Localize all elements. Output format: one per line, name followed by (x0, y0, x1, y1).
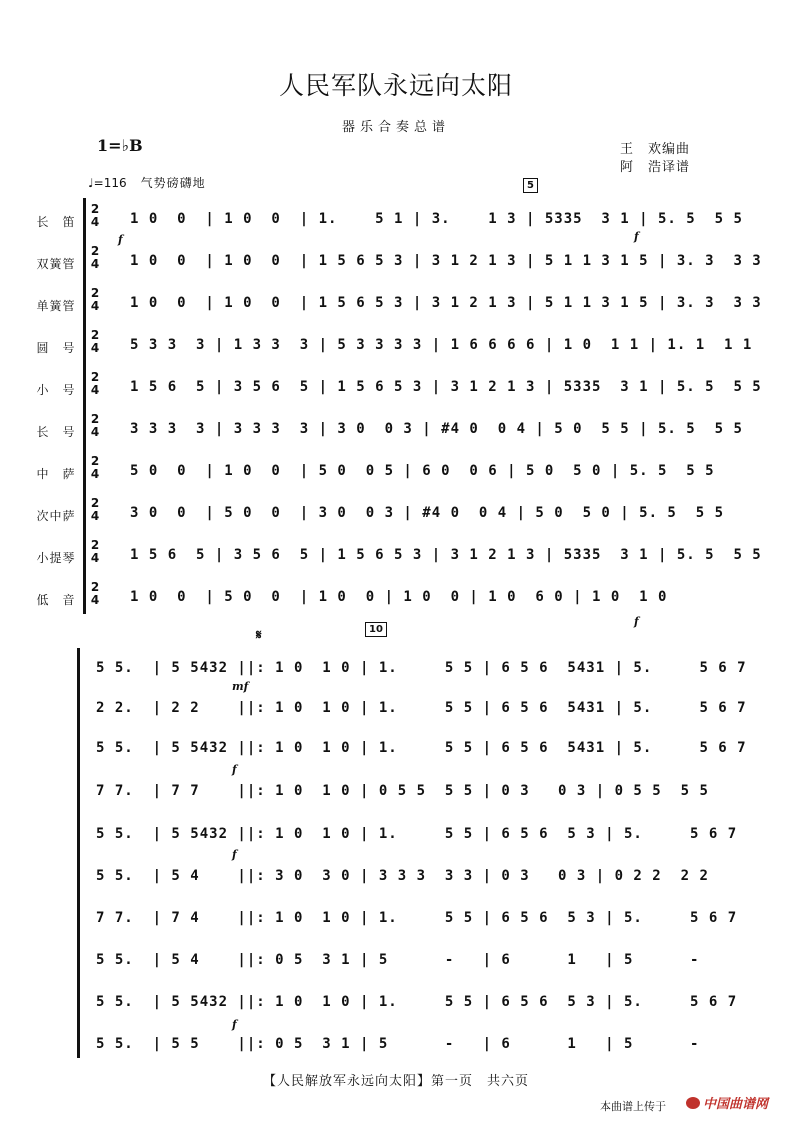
staff-row-clarinet (90, 286, 762, 317)
notation-line: 5 5. | 5 5432 ||: 1 0 1 0 | 1. 5 5 | 6 5 6 5431 | 5. 5 6 7 (96, 660, 747, 676)
staff-row-trombone-2 (90, 860, 710, 890)
staff-row-flute (90, 202, 743, 233)
instrument-label: 圆 号 (36, 341, 76, 355)
notation-line: 3 3 3 3 | 3 3 3 3 | 3 0 0 3 | #4 0 0 4 | 5 0 5 5 | 5. 5 5 5 (130, 421, 743, 437)
site-logo[interactable] (686, 1093, 768, 1112)
time-signature: 2 4 (90, 454, 100, 481)
instrument-label: 低 音 (36, 593, 76, 607)
notation-line: 1 0 0 | 1 0 0 | 1 5 6 5 3 | 3 1 2 1 3 | 5 1 1 3 1 5 | 3. 3 3 3 (130, 295, 762, 311)
logo-icon (686, 1097, 700, 1109)
notation-line: 3 0 0 | 5 0 0 | 3 0 0 3 | #4 0 0 4 | 5 0 5 0 | 5. 5 5 5 (130, 505, 725, 521)
staff-row-trumpet-2 (90, 818, 738, 848)
instrument-label: 长 笛 (36, 215, 76, 229)
notation-line: 5 5. | 5 5432 ||: 1 0 1 0 | 1. 5 5 | 6 5 6 5 3 | 5. 5 6 7 (96, 994, 738, 1010)
instrument-label: 小 号 (36, 383, 76, 397)
dynamic-marking: f (634, 230, 639, 243)
instrument-label: 小提琴 (36, 551, 76, 565)
staff-row-horn (90, 328, 753, 359)
staff-row-flute-2 (90, 652, 747, 682)
notation-line: 5 5. | 5 4 ||: 0 5 3 1 | 5 - | 6 1 | 5 - (96, 952, 700, 968)
dynamic-marking: f (232, 763, 237, 776)
staff-row-violin-2 (90, 986, 738, 1016)
instrument-label: 双簧管 (36, 257, 76, 271)
time-signature: 2 4 (90, 370, 100, 397)
notation-line: 7 7. | 7 4 ||: 1 0 1 0 | 1. 5 5 | 6 5 6 5 3 | 5. 5 6 7 (96, 910, 738, 926)
page-footer: 【人民解放军永远向太阳】第一页 共六页 (262, 1074, 529, 1089)
dynamic-marking: f (232, 848, 237, 861)
staff-row-alto-sax-2 (90, 902, 738, 932)
dynamic-marking: mf (232, 680, 249, 693)
staff-row-oboe (90, 244, 762, 275)
rehearsal-mark-10: 10 (365, 622, 387, 637)
staff-row-bass-2 (90, 1028, 710, 1058)
notation-line: 1 0 0 | 5 0 0 | 1 0 0 | 1 0 0 | 1 0 6 0 | 1 0 1 0 (130, 589, 668, 605)
notation-line: 5 0 0 | 1 0 0 | 5 0 0 5 | 6 0 0 6 | 5 0 5 0 | 5. 5 5 5 (130, 463, 715, 479)
instrument-label: 中 萨 (36, 467, 76, 481)
notation-line: 5 5. | 5 5432 ||: 1 0 1 0 | 1. 5 5 | 6 5 6 5 3 | 5. 5 6 7 (96, 826, 738, 842)
time-signature: 2 4 (90, 580, 100, 607)
notation-line: 2 2. | 2 2 ||: 1 0 1 0 | 1. 5 5 | 6 5 6 5431 | 5. 5 6 7 (96, 700, 747, 716)
system2-bracket (77, 648, 80, 1058)
rehearsal-mark-5: 5 (523, 178, 538, 193)
staff-row-horn-2 (90, 775, 710, 805)
time-signature: 2 4 (90, 328, 100, 355)
staff-row-violin (90, 538, 762, 569)
notation-line: 5 5. | 5 5 ||: 0 5 3 1 | 5 - | 6 1 | 5 - (96, 1036, 700, 1052)
notation-line: 5 5. | 5 4 ||: 3 0 3 0 | 3 3 3 3 3 | 0 3 0 3 | 0 2 2 2 2 (96, 868, 709, 884)
staff-row-oboe-2 (90, 692, 747, 722)
score-title: 人民军队永远向太阳 (278, 71, 513, 100)
time-signature: 2 4 (90, 244, 100, 271)
logo-text: 中国曲谱网 (703, 1097, 769, 1112)
staff-row-alto-sax (90, 454, 715, 485)
score-subtitle: 器乐合奏总谱 (341, 120, 450, 135)
arranger-credit: 王 欢编曲 (620, 142, 691, 157)
instrument-label: 长 号 (36, 425, 76, 439)
staff-row-tenor-sax (90, 496, 725, 527)
system1-bracket (83, 198, 86, 614)
notation-line: 7 7. | 7 7 ||: 1 0 1 0 | 0 5 5 5 5 | 0 3 0 3 | 0 5 5 5 5 (96, 783, 709, 799)
notation-line: 5 5. | 5 5432 ||: 1 0 1 0 | 1. 5 5 | 6 5 6 5431 | 5. 5 6 7 (96, 740, 747, 756)
notation-line: 1 0 0 | 1 0 0 | 1. 5 1 | 3. 1 3 | 5335 3 1 | 5. 5 5 5 (130, 211, 743, 227)
time-signature: 2 4 (90, 538, 100, 565)
notation-line: 1 5 6 5 | 3 5 6 5 | 1 5 6 5 3 | 3 1 2 1 3 | 5335 3 1 | 5. 5 5 5 (130, 379, 762, 395)
notation-line: 5 3 3 3 | 1 3 3 3 | 5 3 3 3 3 | 1 6 6 6 6 | 1 0 1 1 | 1. 1 1 1 (130, 337, 753, 353)
staff-row-trombone (90, 412, 743, 443)
time-signature: 2 4 (90, 286, 100, 313)
key-signature: 1=♭B (97, 136, 143, 155)
staff-row-tenor-sax-2 (90, 944, 710, 974)
dynamic-marking: f (232, 1018, 237, 1031)
tempo-marking (88, 174, 206, 191)
instrument-label: 次中萨 (36, 509, 76, 523)
time-signature: 2 4 (90, 202, 100, 229)
instrument-label: 单簧管 (36, 299, 76, 313)
expression-marking: 气势磅礴地 (140, 176, 206, 190)
segno-sign: 𝄋 (256, 628, 262, 643)
time-signature: 2 4 (90, 496, 100, 523)
notation-line: 1 5 6 5 | 3 5 6 5 | 1 5 6 5 3 | 3 1 2 1 3 | 5335 3 1 | 5. 5 5 5 (130, 547, 762, 563)
transcriber-credit: 阿 浩译谱 (620, 160, 691, 175)
upload-note: 本曲谱上传于 (600, 1100, 666, 1113)
staff-row-clarinet-2 (90, 732, 747, 762)
time-signature: 2 4 (90, 412, 100, 439)
staff-row-bass (90, 581, 710, 611)
notation-line: 1 0 0 | 1 0 0 | 1 5 6 5 3 | 3 1 2 1 3 | 5 1 1 3 1 5 | 3. 3 3 3 (130, 253, 762, 269)
tempo-value: ♩=116 (88, 176, 127, 190)
dynamic-marking: f (634, 615, 639, 628)
staff-row-trumpet (90, 370, 762, 401)
dynamic-marking: f (118, 233, 123, 246)
